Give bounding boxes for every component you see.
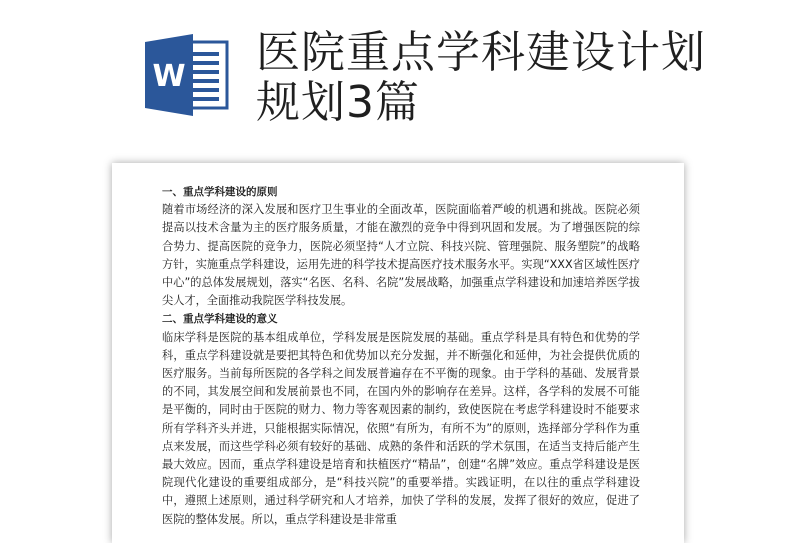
word-icon-letter: W	[152, 59, 186, 94]
page-title: 医院重点学科建设计划规划3篇	[256, 27, 706, 128]
document-page	[112, 163, 684, 543]
section-paragraph-principles: 随着市场经济的深入发展和医疗卫生事业的全面改革，医院面临着严峻的机遇和挑战。医院必须提高以技术含量为主的医疗服务质量，才能在激烈的竞争中得到巩固和发展。为了增强医院的综合势力、提高医院的竞争力，医院必须坚持“人才立院、科技兴院、管理强院、服务塑院”的战略方针，实施重点学科建设，运用先进的科学技术提高医疗技术服务水平。实现“XXX省区域性医疗中心”的总体发展规划，落实“名医、名科、名院”发展战略，加强重点学科建设和加速培养医学拔尖人才，全面推动我院医学科技发展。	[162, 203, 640, 308]
section-paragraph-significance: 临床学科是医院的基本组成单位，学科发展是医院发展的基础。重点学科是具有特色和优势的学科，重点学科建设就是要把其特色和优势加以充分发掘，并不断强化和延伸，为社会提供优质的医疗服务。当前每所医院的各学科之间发展普遍存在不平衡的现象。由于学科的基础、发展背景的不同，其发展空间和发展前景也不同，在国内外的影响存在差异。这样，各学科的发展不可能是平衡的，同时由于医院的财力、物力等客观因素的制约，致使医院在考虑学科建设时不能要求所有学科齐头并进，只能根据实际情况，依照“有所为，有所不为”的原则，选择部分学科作为重点来发展，而这些学科必须有较好的基础、成熟的条件和活跃的学术氛围，在适当支持后能产生最大效应。因而，重点学科建设是培育和扶植医疗“精品”，创建“名牌”效应。重点学科建设是医院现代化建设的重要组成部分，是“科技兴院”的重要举措。实践证明，在以往的重点学科建设中，遵照上述原则，通过科学研究和人才培养，加快了学科的发展，发挥了很好的效应，促进了医院的整体发展。所以，重点学科建设是非常重	[162, 330, 640, 526]
word-document-icon	[143, 34, 229, 116]
document-body	[162, 183, 640, 529]
section-heading-principles: 一、重点学科建设的原则	[162, 186, 278, 198]
section-heading-significance: 二、重点学科建设的意义	[162, 313, 278, 326]
